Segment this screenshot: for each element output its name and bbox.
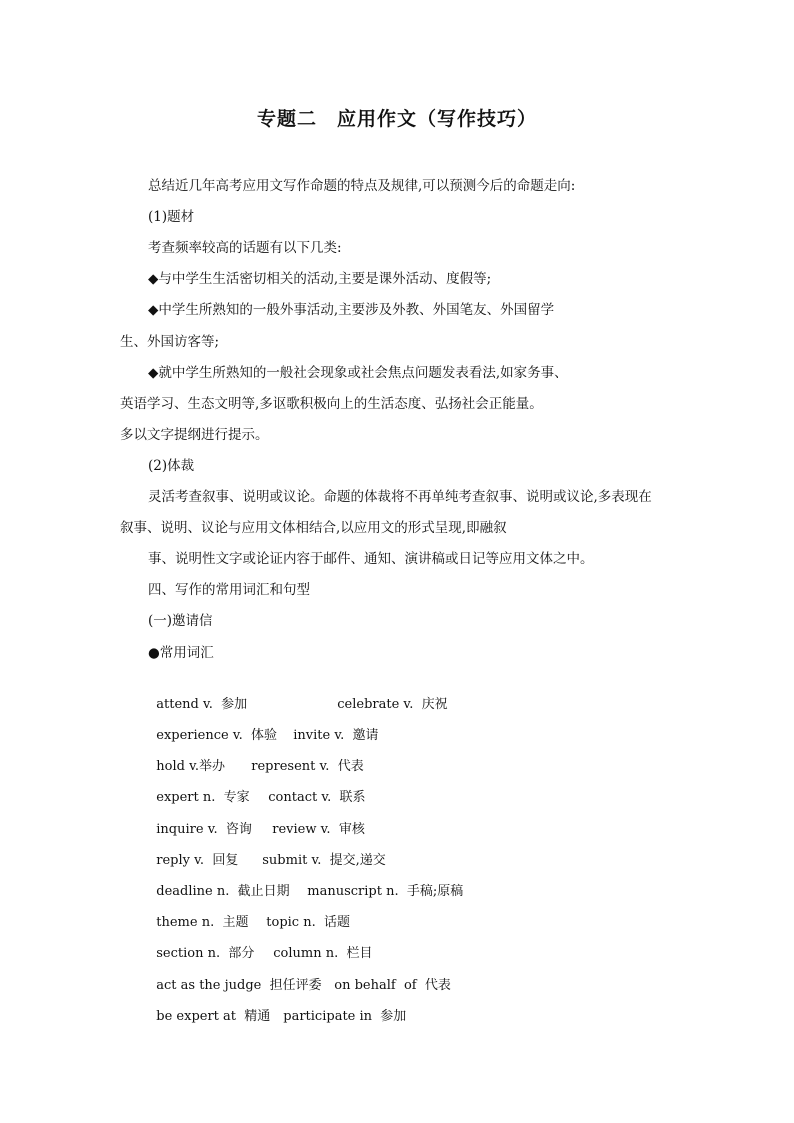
vocab-term: experience v. 体验 [156, 728, 278, 743]
genre-paragraph-line-3: 事、说明性文字或论证内容于邮件、通知、演讲稿或日记等应用文体之中。 [148, 551, 594, 567]
invitation-letter-heading: (一)邀请信 [148, 613, 213, 629]
vocab-term: deadline n. 截止日期 [156, 884, 290, 899]
vocab-term: celebrate v. 庆祝 [337, 697, 448, 712]
topic-item-3-line-2: 英语学习、生态文明等,多讴歌积极向上的生活态度、弘扬社会正能量。 [120, 396, 543, 412]
vocab-term: participate in 参加 [283, 1009, 407, 1024]
part-four-heading: 四、写作的常用词汇和句型 [148, 582, 310, 598]
vocab-term: contact v. 联系 [268, 790, 366, 805]
vocab-term: attend v. 参加 [156, 697, 248, 712]
vocab-term: inquire v. 咨询 [156, 822, 252, 837]
vocab-term: be expert at 精通 [156, 1009, 271, 1024]
vocab-term: topic n. 话题 [266, 915, 350, 930]
vocab-term: hold v.举办 [156, 759, 226, 774]
section-heading-topic: (1)题材 [148, 209, 195, 225]
vocab-term: invite v. 邀请 [293, 728, 379, 743]
page-title: 专题二 应用作文（写作技巧） [256, 108, 537, 130]
intro-paragraph: 总结近几年高考应用文写作命题的特点及规律,可以预测今后的命题走向: [148, 178, 576, 194]
vocab-row [148, 987, 406, 1027]
vocab-term: on behalf of 代表 [334, 978, 451, 993]
vocab-term: manuscript n. 手稿;原稿 [307, 884, 464, 899]
topic-item-1: ◆与中学生生活密切相关的活动,主要是课外活动、度假等; [148, 271, 492, 287]
vocab-term: column n. 栏目 [273, 946, 373, 961]
topic-note: 多以文字提纲进行提示。 [120, 427, 269, 443]
vocab-term: reply v. 回复 [156, 853, 239, 868]
topic-item-2-line-1: ◆中学生所熟知的一般外事活动,主要涉及外教、外国笔友、外国留学 [148, 302, 555, 318]
genre-paragraph-line-2: 叙事、说明、议论与应用文体相结合,以应用文的形式呈现,即融叙 [120, 520, 507, 536]
vocab-term: theme n. 主题 [156, 915, 249, 930]
genre-paragraph-line-1: 灵活考查叙事、说明或议论。命题的体裁将不再单纯考查叙事、说明或议论,多表现在 [148, 489, 652, 505]
topic-item-3-line-1: ◆就中学生所熟知的一般社会现象或社会焦点问题发表看法,如家务事、 [148, 365, 568, 381]
section-heading-genre: (2)体裁 [148, 458, 195, 474]
vocab-term: review v. 审核 [272, 822, 365, 837]
vocab-term: act as the judge 担任评委 [156, 978, 322, 993]
vocab-term: section n. 部分 [156, 946, 255, 961]
vocab-term: submit v. 提交,递交 [262, 853, 386, 868]
vocab-term: represent v. 代表 [251, 759, 364, 774]
vocab-heading: ●常用词汇 [148, 645, 214, 661]
topic-lead: 考查频率较高的话题有以下几类: [148, 240, 342, 256]
vocab-term: expert n. 专家 [156, 790, 250, 805]
topic-item-2-line-2: 生、外国访客等; [120, 334, 220, 350]
